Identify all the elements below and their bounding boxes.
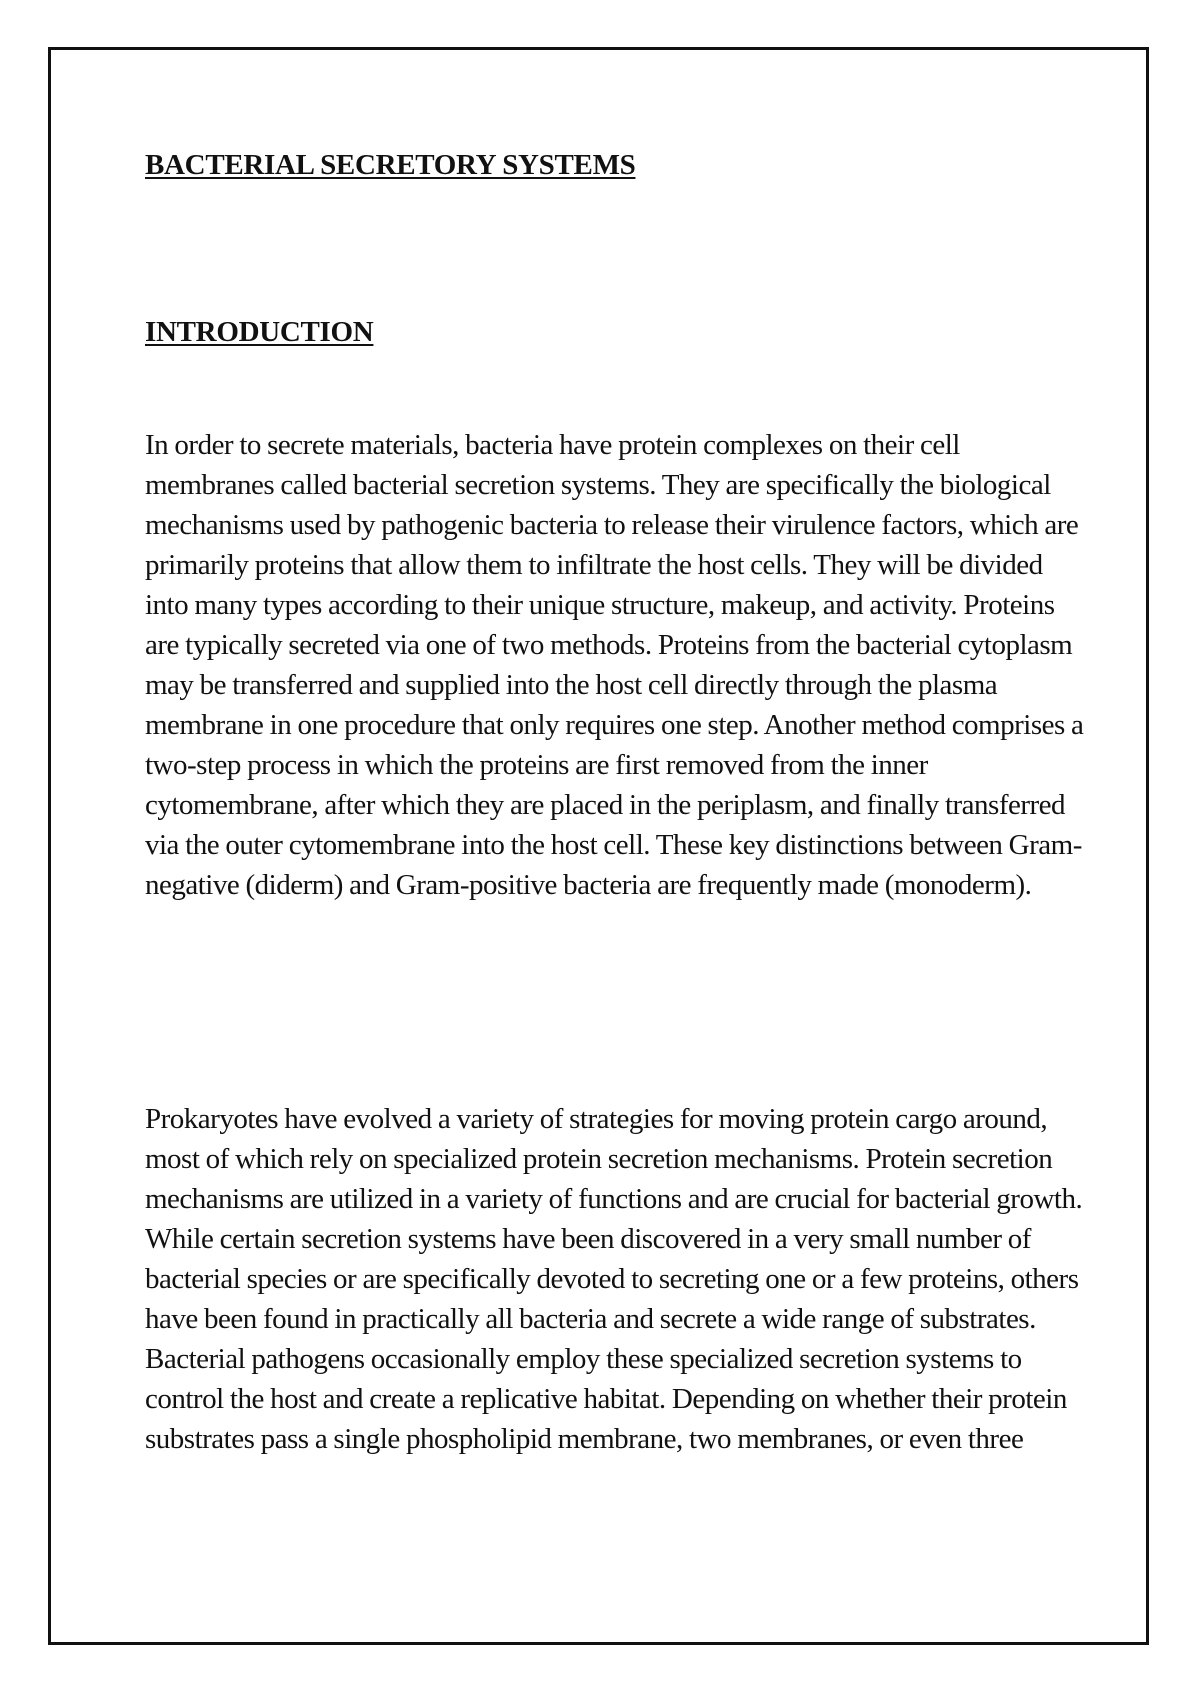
document-body: [145, 145, 1085, 1455]
paragraph: Prokaryotes have evolved a variety of strategies for moving protein cargo around, most of which rely on specialized protein secretion mechanisms. Protein secretion mechanisms are utilized in a variety of functions and are crucial for bacterial growth. While certain secretion systems have been discovered in a very small number of bacterial species or are specifically devoted to secreting one or a few proteins, others have been found in practically all bacteria and secrete a wide range of substrates. Bacterial pathogens occasionally employ these specialized secretion systems to control the host and create a replicative habitat. Depending on whether their protein substrates pass a single phospholipid membrane, two membranes, or even three: [145, 1103, 1083, 1455]
section-heading-introduction: INTRODUCTION: [145, 316, 374, 348]
document-title: BACTERIAL SECRETORY SYSTEMS: [145, 149, 636, 181]
paragraph: In order to secrete materials, bacteria have protein complexes on their cell membranes called bacterial secretion systems. They are specifically the biological mechanisms used by pathogenic bacteria to release their virulence factors, which are primarily proteins that allow them to infiltrate the host cells. They will be divided into many types according to their unique structure, makeup, and activity. Proteins are typically secreted via one of two methods. Proteins from the bacterial cytoplasm may be transferred and supplied into the host cell directly through the plasma membrane in one procedure that only requires one step. Another method comprises a two-step process in which the proteins are first removed from the inner cytomembrane, after which they are placed in the periplasm, and finally transferred via the outer cytomembrane into the host cell. These key distinctions between Gram-negative (diderm) and Gram-positive bacteria are frequently made (monoderm).: [145, 429, 1084, 901]
